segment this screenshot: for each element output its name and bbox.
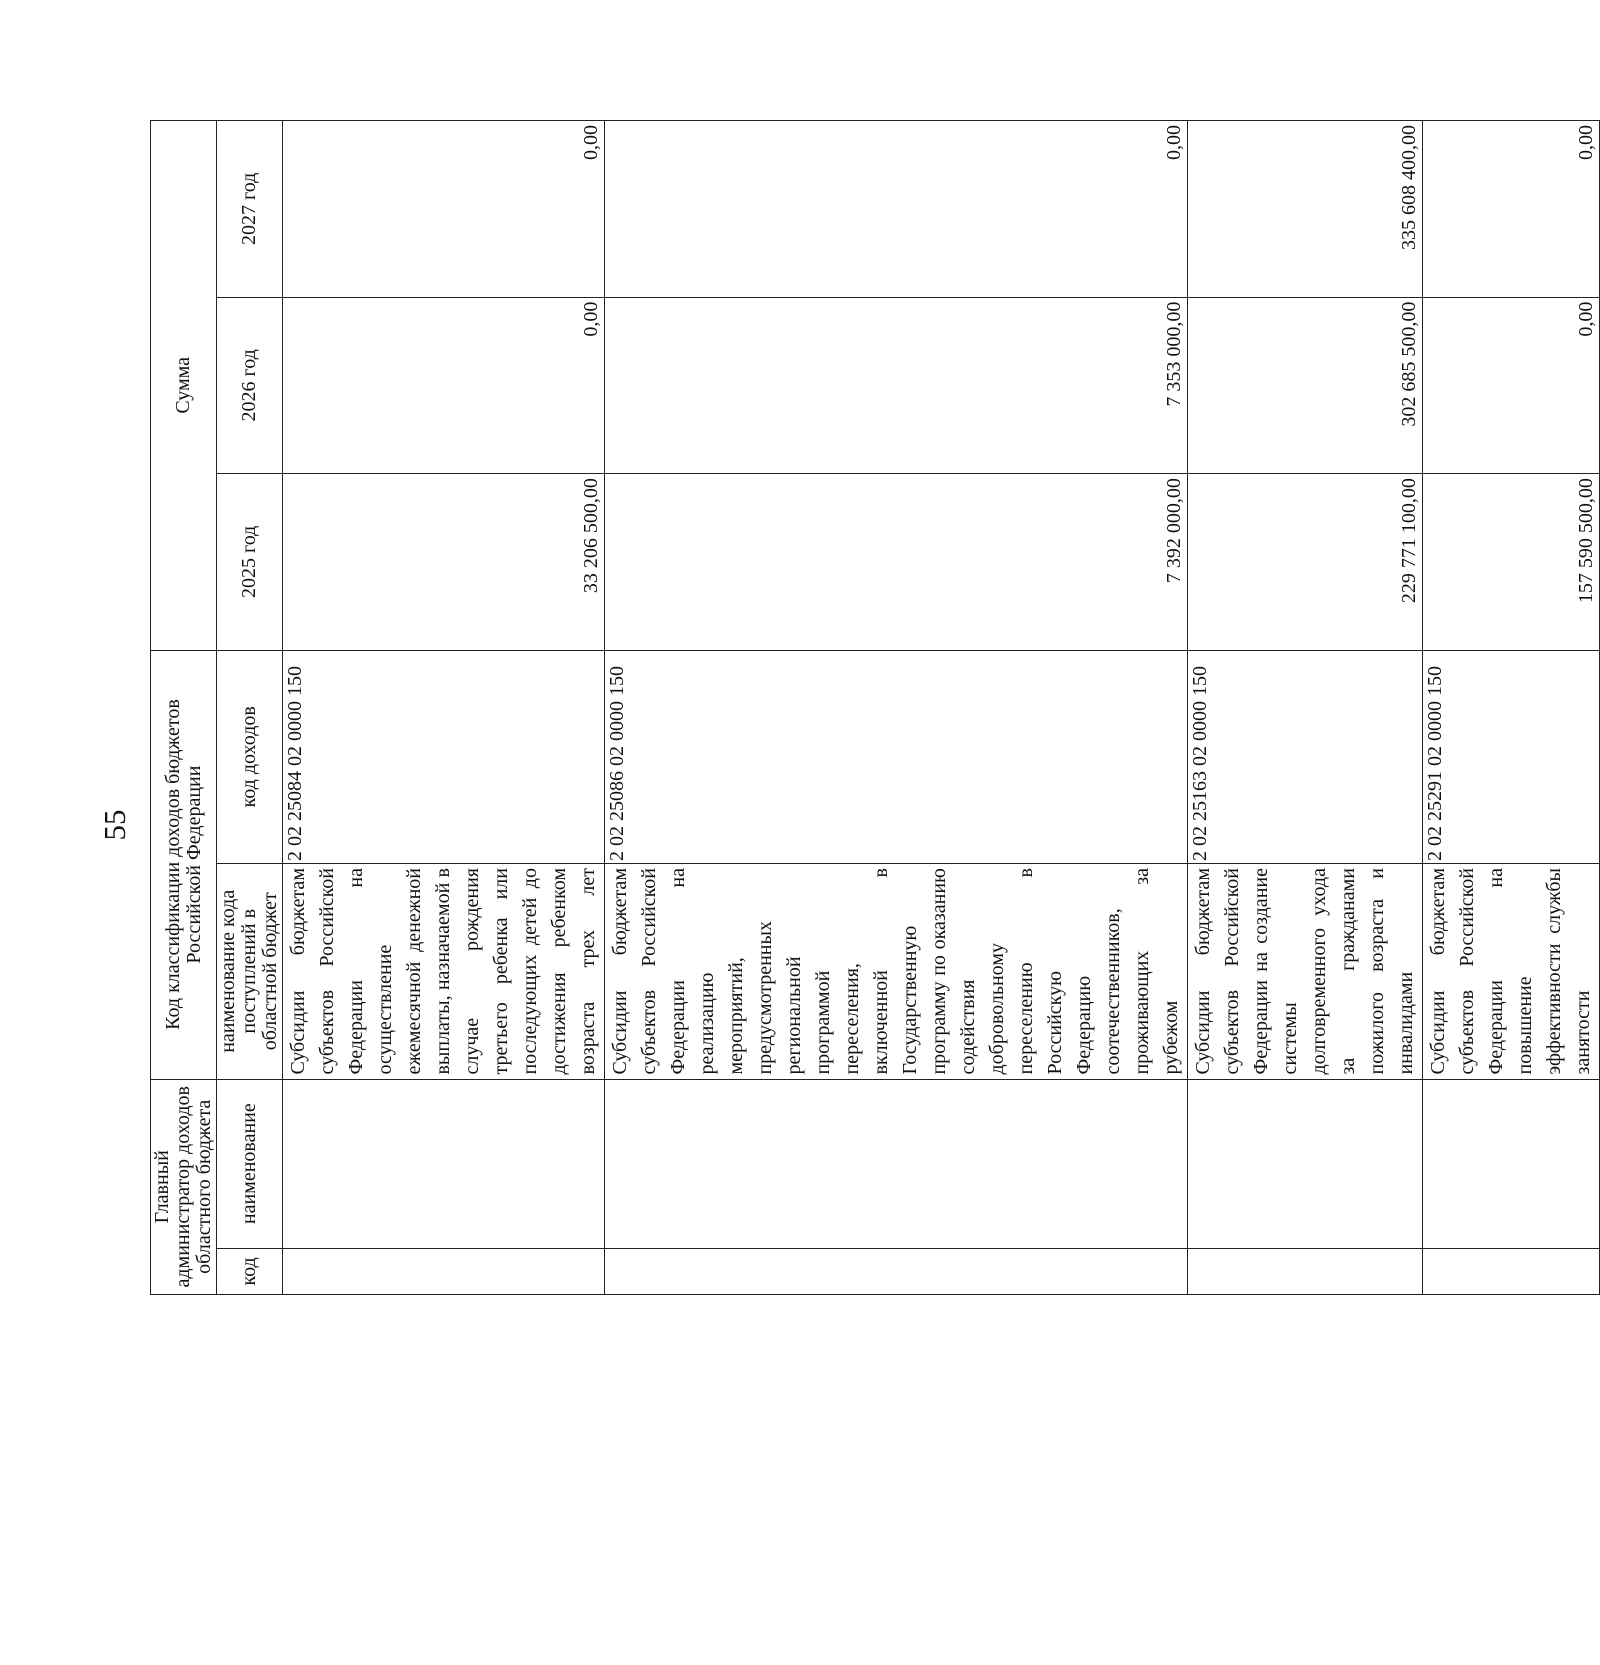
header-year-2027: 2027 год (217, 121, 283, 298)
header-sum-group: Сумма (151, 121, 217, 651)
row-amount-2025: 7 392 000,00 (605, 474, 1188, 651)
row-amount-2025: 157 590 500,00 (1423, 474, 1600, 651)
header-admin-name: наименование (217, 1079, 283, 1248)
table-row (1188, 121, 1423, 1295)
header-year-2026: 2026 год (217, 297, 283, 474)
row-admin-code (605, 1248, 1188, 1294)
row-amount-2026: 302 685 500,00 (1188, 297, 1423, 474)
row-income-name: Субсидии бюджетам субъектов Российской Федерации на осуществление ежемесячной денежной выплаты, назначаемой в случае рождения третьего ребенка или последующих детей до достижения ребенком возраста трех лет (283, 864, 605, 1080)
income-classification-table (150, 120, 1600, 1295)
row-income-code: 2 02 25291 02 0000 150 (1423, 650, 1600, 863)
header-code: код (217, 1248, 283, 1294)
row-amount-2027: 0,00 (283, 121, 605, 298)
row-amount-2026: 0,00 (283, 297, 605, 474)
header-income-name: наименование кода поступлений в областной бюджет (217, 864, 283, 1080)
header-admin-group: Главный администратор доходов областного бюджета (151, 1079, 217, 1294)
row-income-code: 2 02 25163 02 0000 150 (1188, 650, 1423, 863)
row-amount-2026: 7 353 000,00 (605, 297, 1188, 474)
row-amount-2025: 33 206 500,00 (283, 474, 605, 651)
table-row (605, 121, 1188, 1295)
row-amount-2027: 335 608 400,00 (1188, 121, 1423, 298)
table-row (1423, 121, 1600, 1295)
row-amount-2026: 0,00 (1423, 297, 1600, 474)
row-income-name: Субсидии бюджетам субъектов Российской Федерации на повышение эффективности службы занятости (1423, 864, 1600, 1080)
row-income-code: 2 02 25084 02 0000 150 (283, 650, 605, 863)
row-income-name: Субсидии бюджетам субъектов Российской Федерации на создание системы долговременного ухода за гражданами пожилого возраста и инвалидами (1188, 864, 1423, 1080)
row-admin-code (283, 1248, 605, 1294)
row-admin-code (1423, 1248, 1600, 1294)
row-amount-2025: 229 771 100,00 (1188, 474, 1423, 651)
row-amount-2027: 0,00 (605, 121, 1188, 298)
row-admin-name (283, 1079, 605, 1248)
row-amount-2027: 0,00 (1423, 121, 1600, 298)
row-admin-code (1188, 1248, 1423, 1294)
row-income-code: 2 02 25086 02 0000 150 (605, 650, 1188, 863)
table-row (283, 121, 605, 1295)
row-income-name: Субсидии бюджетам субъектов Российской Федерации на реализацию мероприятий, предусмотренных региональной программой переселения, включенной в Государственную программу по оказанию содействия добровольному переселению в Российскую Федерацию соотечественников, проживающих за рубежом (605, 864, 1188, 1080)
header-classification-group: Код классификации доходов бюджетов Российской Федерации (151, 650, 217, 1079)
row-admin-name (1188, 1079, 1423, 1248)
page-number: 55 (97, 809, 132, 841)
row-admin-name (605, 1079, 1188, 1248)
budget-table-rotated (150, 120, 1597, 1295)
header-income-code: код доходов (217, 650, 283, 863)
row-admin-name (1423, 1079, 1600, 1248)
header-year-2025: 2025 год (217, 474, 283, 651)
